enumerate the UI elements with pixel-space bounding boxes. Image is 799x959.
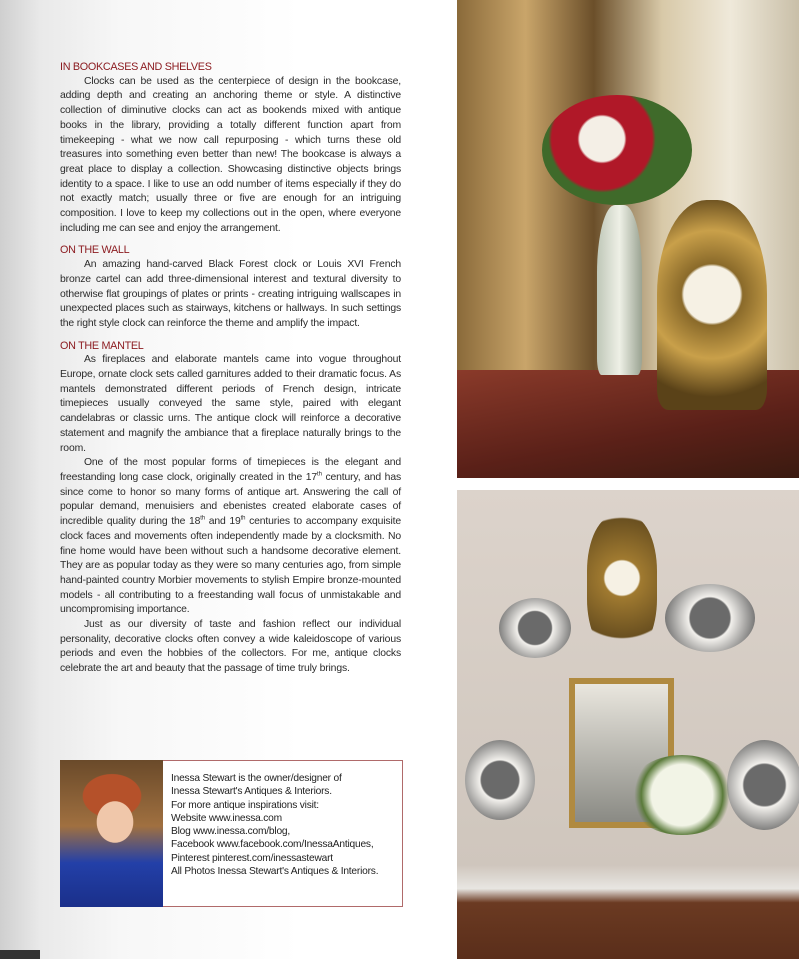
text: centuries to accompany exquisite clock faces and movements often independently made by a clocksmith. No fine home would have been without such a handsome decorative element. They are as popular today as they were so many centuries ago, from simple hand-painted country Morbier movements to stylish Empire bronze-mounted models - all contributing to a freestanding wall focus of unmistakable and uncompromising importance. <box>60 516 401 616</box>
bio-line: For more antique inspirations visit: <box>171 799 319 811</box>
vase <box>597 205 642 375</box>
page-corner <box>0 950 40 959</box>
text: One of the most popular forms of timepieces is the elegant and freestanding long case clock, originally created in the 17 <box>60 457 401 483</box>
bio-pinterest[interactable]: Pinterest pinterest.com/inessastewart <box>171 852 333 864</box>
hydrangeas <box>627 755 737 835</box>
paragraph: Just as our diversity of taste and fashion reflect our individual personality, decorative clocks often convey a wide kaleidoscope of various periods and even the hobbies of the collectors. For me, antique clocks celebrate the art and beauty that the passage of time truly brings. <box>60 619 401 675</box>
superscript: th <box>240 515 246 522</box>
bio-blog[interactable]: Blog www.inessa.com/blog, <box>171 826 291 838</box>
text: century, and has since come to honor so many forms of antique art. Answering the call of popular demand, menuisiers and ebenistes created elaborate cases of incredible quality during the 18 <box>60 471 401 528</box>
paragraph: Clocks can be used as the centerpiece of design in the bookcase, adding depth and creating an anchoring theme or style. A distinctive collection of diminutive clocks can act as bookends mixed with antique books in the library, providing a totally different function apart from timekeeping - what we now call repurposing - which turns these old treasures into something even better than new! The bookcase is always a great place to display a collection. Showcasing distinctive objects brings identity to a space. I like to use an odd number of items especially if they do not exactly match; usually three or five are enough for an intriguing composition. I love to keep my collections out in the open, where everyone including me can see and enjoy the arrangement. <box>60 75 401 234</box>
superscript: th <box>317 471 322 478</box>
section-heading: ON THE WALL <box>60 244 130 257</box>
wall-clock <box>587 515 657 655</box>
bio-line: Inessa Stewart's Antiques & Interiors. <box>171 786 332 798</box>
bio-website[interactable]: Website www.inessa.com <box>171 812 282 824</box>
mantel-clock-photo <box>457 0 799 478</box>
text: and 19 <box>204 516 241 528</box>
superscript: th <box>200 515 205 522</box>
plate <box>465 740 535 820</box>
plate <box>499 598 571 658</box>
paragraph <box>60 456 401 618</box>
author-bio-box <box>163 760 403 907</box>
flowers <box>542 95 692 205</box>
gilt-clock <box>657 200 767 410</box>
paragraph: As fireplaces and elaborate mantels came into vogue throughout Europe, ornate clock sets called garnitures added to their dramatic focus. As mantels demonstrated different periods of French design, intricate timepieces usually conveyed the same style, paired with elegant candelabras or classic urns. The antique clock will reinforce a decorative statement and magnify the ambiance that a fireplace naturally brings to the room. <box>60 354 401 454</box>
article-column <box>60 60 401 677</box>
plate <box>665 584 755 652</box>
bio-facebook[interactable]: Facebook www.facebook.com/InessaAntiques, <box>171 839 374 851</box>
paragraph: An amazing hand-carved Black Forest clock or Louis XVI French bronze cartel can add three-dimensional interest and textural diversity to otherwise flat groupings of plates or prints - creating intriguing wallscapes in unexpected places such as stairways, kitchens or hallways. In such settings the right style clock can reinforce the theme and amplify the impact. <box>60 259 401 329</box>
author-portrait <box>60 760 163 907</box>
section-heading: ON THE MANTEL <box>60 339 144 352</box>
bio-line: All Photos Inessa Stewart's Antiques & Interiors. <box>171 866 379 878</box>
wall-clock-photo <box>457 490 799 959</box>
bio-line: Inessa Stewart is the owner/designer of <box>171 773 342 784</box>
section-heading: IN BOOKCASES AND SHELVES <box>60 61 212 73</box>
plate <box>727 740 799 830</box>
